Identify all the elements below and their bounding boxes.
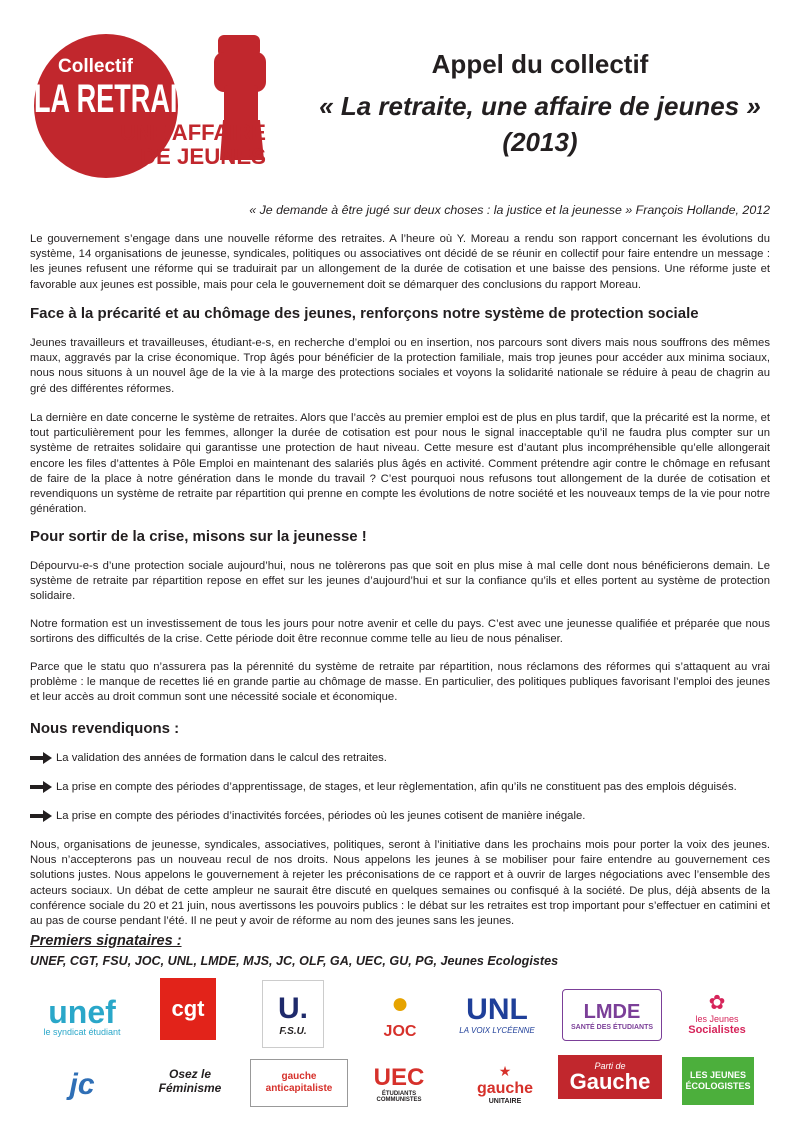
logo-pg [558, 1055, 662, 1099]
logo-gu-text: gauche [476, 1080, 533, 1097]
collectif-logo [28, 30, 288, 180]
section2-paragraph1 [30, 559, 770, 605]
logo-uec-text: UEC [373, 1064, 425, 1091]
arrow-right-icon [30, 809, 52, 823]
logo-mjs [680, 985, 754, 1043]
logo-line3: UNE AFFAIRE [120, 120, 266, 145]
logo-fsu-text: U. [278, 991, 308, 1025]
logo-je-text: LES JEUNES ÉCOLOGISTES [685, 1070, 751, 1091]
rose-icon: ✿ [708, 992, 726, 1014]
demand-item [30, 751, 387, 765]
arrow-right-icon [30, 751, 52, 765]
logo-lmde [562, 989, 662, 1041]
title-line2: « La retraite, une affaire de jeunes » [319, 91, 761, 121]
title-block [300, 48, 780, 158]
section1-p2-text: La dernière en date concerne le système de retraites. Alors que l’accès au premier emploi est de plus en plus tardif, que la précarité est la norme, et tout particulièrement pour les femmes, allonger la durée de cotisation est pour nous le signal inacceptable qu’il ne faudra plus compter sur un système de retraites solidaire qui garantisse une protection de haut niveau. Cette mesure est d’autant plus incompréhensible qu’elle allongerait encore les files d’attentes à Pôle Emploi en maintenant des salariés plus âgés en activité. Comment prétendre agir contre le chômage en refusant de faire de la place à notre génération dans le monde du travail ? C’est pourquoi nous refusons tout allongement de la durée de cotisation et revendiquons un système de retraite par répartition qui prenne en compte les évolutions de notre société et les nouveaux temps de la vie pour notre génération. [30, 412, 770, 516]
demand-text: La prise en compte des périodes d’apprentissage, de stages, et leur règlementation, afin qu’ils ne constituent pas des emplois déguisés. [56, 781, 737, 793]
closing-text: Nous, organisations de jeunesse, syndicales, associatives, politiques, seront à l’initiative dans les prochains mois pour porter la voix des jeunes. Nous n’accepterons pas un nouveau recul de nos droits. Nous appelons les jeunes à se mobiliser pour faire entendre au gouvernement ces solutions justes. Nous appelons le gouvernement à rejeter les préconisations de ce rapport et à ouvrir de larges négociations avec l’ensemble des acteurs sociaux. Un débat de cette ampleur ne saurait être discuté en quelques semaines ou confisqué à la société. De plus, déjà absents de la conférence sociale du 20 et 21 juin, nous avertissons les pouvoirs publics : le débat sur les retraites est trop important pour s’effectuer en catimini et au pas de course pendant l’été. Il ne peut y avoir de réforme au nom des jeunes sans les jeunes. [30, 839, 770, 928]
logo-unef [28, 995, 136, 1039]
logo-gu [470, 1057, 540, 1111]
logo-line4: DE JEUNES [140, 144, 266, 169]
logo-lmde-text: LMDE [583, 1000, 641, 1023]
logo-cgt [160, 978, 216, 1040]
demand-text: La prise en compte des périodes d’inactivités forcées, périodes où les jeunes cotisent de manière inégale. [56, 810, 586, 822]
logo-gu-sub: UNITAIRE [488, 1098, 522, 1105]
section2-heading: Pour sortir de la crise, misons sur la jeunesse ! [30, 528, 367, 545]
section2-paragraph2 [30, 617, 770, 647]
logo-jc-text: jc [69, 1068, 95, 1101]
logo-pg-sub: Parti de [594, 1061, 626, 1071]
title-line1: Appel du collectif [431, 49, 649, 79]
signers-heading: Premiers signataires : [30, 933, 182, 949]
logo-cgt-text: cgt [171, 996, 205, 1021]
logo-ga-text: gauche anticapitaliste [265, 1071, 333, 1094]
star-icon: ★ [498, 1063, 512, 1079]
logo-uec [364, 1057, 434, 1111]
arrow-right-icon [30, 780, 52, 794]
hollande-quote: « Je demande à être jugé sur deux choses : la justice et la jeunesse » François Hollande, 2012 [249, 203, 770, 217]
logo-unef-sub: le syndicat étudiant [43, 1027, 121, 1037]
logo-olf-text: Osez le Féminisme [158, 1067, 222, 1095]
logo-joc-text: JOC [383, 1023, 417, 1040]
closing-paragraph [30, 838, 770, 929]
logo-unef-text: unef [48, 994, 116, 1030]
logo-mjs-text: Socialistes [688, 1024, 746, 1036]
logo-mjs-sub: les Jeunes [695, 1014, 739, 1024]
intro-text: Le gouvernement s’engage dans une nouvelle réforme des retraites. A l’heure où Y. Moreau a rendu son rapport concernant les évolutions du système, 14 organisations de jeunesse, syndicales, politiques ou associatives ont décidé de se réunir en collectif pour faire entendre un message : les jeunes refusent une réforme qui se traduirait par un allongement de la durée de cotisation et une baisse des pensions. Une réforme juste et favorable aux jeunes est possible, mais pour cela le gouvernement doit se démarquer des conclusions du rapport Moreau. [30, 233, 770, 291]
logo-uec-sub: ÉTUDIANTS COMMUNISTES [376, 1091, 422, 1103]
logo-pg-text: Gauche [569, 1069, 651, 1094]
intro-paragraph [30, 232, 770, 293]
collectif-logo-graphic [28, 30, 288, 180]
logo-unl-text: UNL [466, 992, 528, 1026]
section2-paragraph3 [30, 660, 770, 706]
logo-olf [140, 1057, 240, 1105]
logo-fsu [262, 980, 324, 1048]
logo-jc [54, 1057, 110, 1113]
demand-text: La validation des années de formation dans le calcul des retraites. [56, 752, 387, 764]
title-line3: (2013) [502, 127, 578, 157]
section2-p1-text: Dépourvu-e-s d’une protection sociale aujourd’hui, nous ne tolèrerons pas que soit en plus mise à mal celle dont nous bénéficierons demain. Le système de retraite par répartition repose en effet sur les jeunes d’aujourd’hui et sur la confiance qu’ils et elles portent au système de protection solidaire. [30, 560, 770, 603]
logo-unl [452, 989, 542, 1039]
signatory-logos [0, 975, 800, 1125]
section1-paragraph1 [30, 336, 770, 397]
logo-line2: LA RETRAITE [34, 77, 212, 121]
logo-fsu-sub: F.S.U. [279, 1025, 307, 1037]
demand-item [30, 780, 737, 794]
section1-heading: Face à la précarité et au chômage des jeunes, renforçons notre système de protection sociale [30, 305, 699, 322]
signers-list: UNEF, CGT, FSU, JOC, UNL, LMDE, MJS, JC, OLF, GA, UEC, GU, PG, Jeunes Ecologistes [30, 954, 559, 968]
section2-p3-text: Parce que le statu quo n’assurera pas la pérennité du système de retraite par répartition, nous réclamons des réformes qui s’attaquent au vrai problème : le manque de recettes lié en grande partie au chômage de masse. En particulier, des politiques publiques favorisant l’emploi des jeunes et leur accès au droit commun sont une nécessité sociale et économique. [30, 661, 770, 704]
demand-item [30, 809, 585, 823]
section1-p1-text: Jeunes travailleurs et travailleuses, étudiant-e-s, en recherche d’emploi ou en insertion, nos parcours sont divers mais nous souffrons des mêmes maux, aggravés par la crise économique. Trop âgés pour bénéficier de la protection familiale, mais trop jeunes pour accéder aux minima sociaux, nous nous situons à un nouvel âge de la vie à la marge des protections sociales et voyons la solidarité nationale se réduire à peau de chagrin au gré des différentes réformes. [30, 337, 770, 395]
section1-paragraph2 [30, 411, 770, 517]
logo-je [682, 1057, 754, 1105]
logo-line1: Collectif [58, 56, 133, 77]
logo-unl-sub: LA VOIX LYCÉENNE [459, 1025, 535, 1035]
logo-joc: ● JOC [383, 987, 417, 1040]
logo-lmde-sub: SANTÉ DES ÉTUDIANTS [570, 1023, 654, 1031]
logo-ga [250, 1059, 348, 1107]
section2-p2-text: Notre formation est un investissement de tous les jours pour notre avenir et celle du pays. C’est avec une jeunesse qualifiée et préparée que nous sortirons des difficultés de la crise. Cette période doit être reconnue comme telle au lieu de nous pénaliser. [30, 618, 770, 646]
demands-heading: Nous revendiquons : [30, 720, 180, 737]
